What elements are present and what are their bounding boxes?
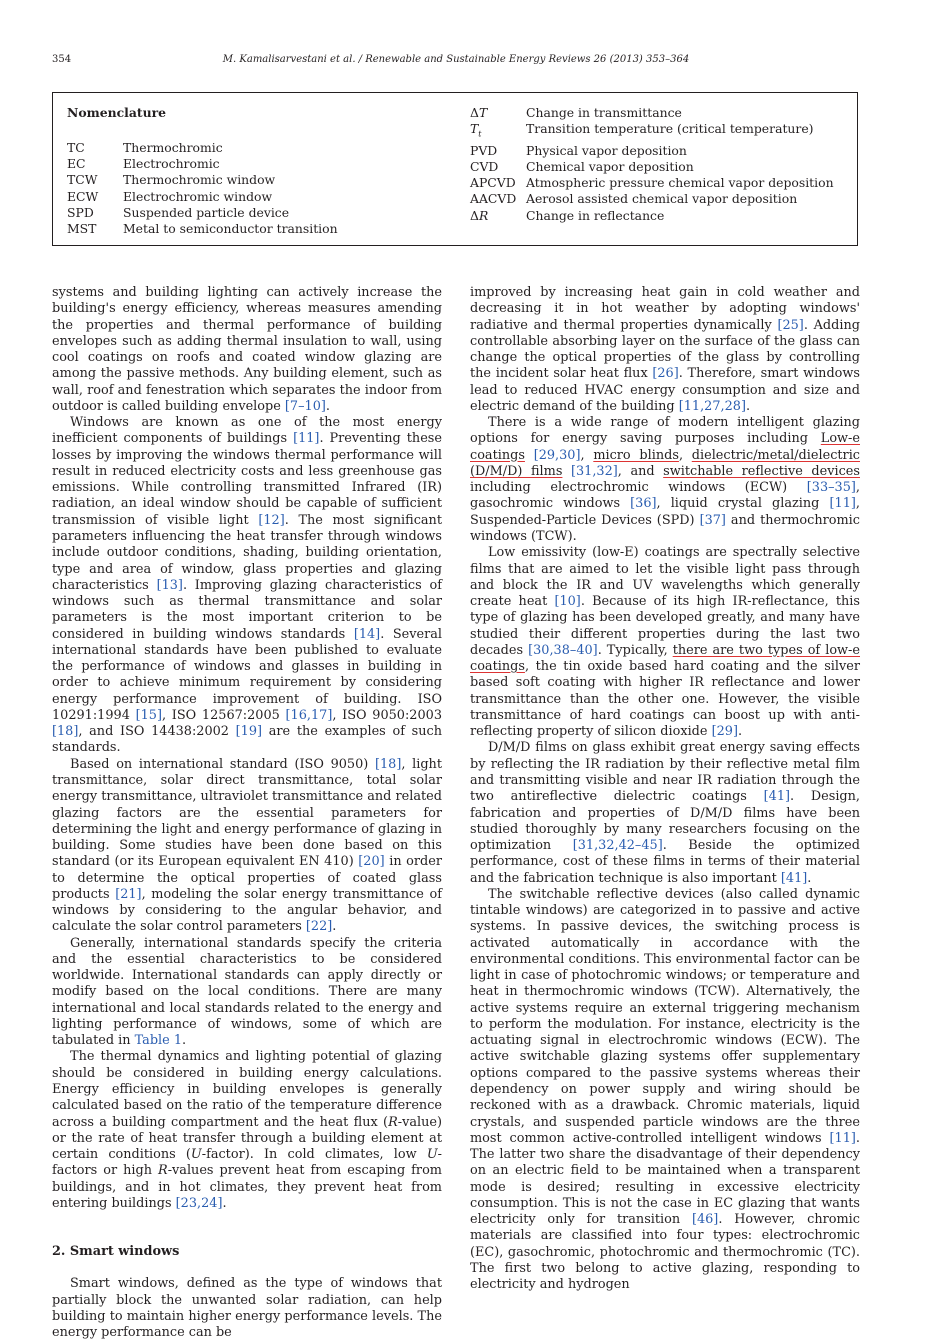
nomenclature-abbr: TCW [67, 172, 98, 188]
nomenclature-row [67, 156, 338, 172]
paragraph: Windows are known as one of the most energy inefficient components of buildings [11]. Preventing these losses by improving the windows thermal performance will result in reduced electricity costs and less greenhouse gas emissions. While controlling transmitted Infrared (IR) radiation, an ideal window should be capable of sufficient transmission of visible light [12]. The most significant parameters influencing the heat transfer through windows include outdoor conditions, shading, building orientation, type and area of window, glass properties and glazing characteristics [13]. Improving glazing characteristics of windows such as thermal transmittance and solar parameters is the most important criterion to be considered in building windows standards [14]. Several international standards have been published to evaluate the performance of windows and glasses in building in order to achieve minimum requirement by considering energy performance improvement of building. ISO 10291:1994 [15], ISO 12567:2005 [16,17], ISO 9050:2003 [18], and ISO 14438:2002 [19] are the examples of such standards. [52, 415, 443, 756]
citation-link[interactable]: [19] [235, 724, 263, 740]
paragraph: The switchable reflective devices (also called dynamic tintable windows) are categorized in to passive and active systems. In passive devices, the switching process is activated automatically in accordance with the environmental conditions. This environmental factor can be light in case of photochromic windows; or temperature and heat in thermochromic windows (TCW). Alternatively, the active systems require an external triggering mechanism to perform the modulation. For instance, electricity is the actuating signal in electrochromic windows (ECW). The active switchable glazing systems offer supplementary options compared to the passive systems whereas their dependency on power supply and wiring should be reckoned with as a drawback. Chromic materials, liquid crystals, and suspended particle windows are the three most common active-controlled intelligent windows [11]. The latter two share the disadvantage of their dependency on an electric field to be maintained when a transparent mode is desired; resulting in excessive electricity consumption. This is not the case in EC glazing that wants electricity only for transition [46]. However, chromic materials are classified into four types: electrochromic (EC), gasochromic, photochromic and thermochromic (TC). The first two belong to active glazing, responding to electricity and hydrogen [470, 886, 860, 1293]
citation-link[interactable]: [31,32] [571, 463, 618, 479]
citation-link[interactable]: [33–35] [806, 480, 856, 496]
citation-link[interactable]: [12] [258, 512, 285, 528]
nomenclature-row [67, 221, 338, 237]
nomenclature-definition: Electrochromic [123, 156, 220, 172]
nomenclature-abbr: ECW [67, 188, 99, 204]
nomenclature-definition: Electrochromic window [123, 188, 273, 204]
nomenclature-row [470, 159, 834, 175]
citation-link[interactable]: [20] [358, 854, 385, 870]
citation-link[interactable]: [11] [293, 431, 320, 447]
nomenclature-abbr: SPD [67, 204, 94, 220]
citation-link[interactable]: Table 1 [134, 1033, 183, 1049]
nomenclature-definition: Thermochromic [123, 140, 223, 155]
nomenclature-row [470, 175, 834, 191]
nomenclature-definition: Aerosol assisted chemical vapor deposition [526, 191, 798, 207]
nomenclature-abbr: ΔT [470, 105, 488, 120]
nomenclature-abbr: PVD [470, 142, 498, 158]
nomenclature-abbr: $T_t$ [470, 121, 482, 139]
citation-link[interactable]: [46] [691, 1212, 719, 1228]
nomenclature-abbr: APCVD [470, 175, 516, 191]
nomenclature-row [470, 143, 834, 159]
nomenclature-definition: Thermochromic window [123, 172, 276, 188]
nomenclature-abbr: MST [67, 221, 97, 237]
citation-link[interactable]: [13] [156, 577, 183, 593]
italic-symbol: U [190, 1147, 202, 1163]
citation-link[interactable]: [21] [115, 886, 142, 902]
citation-link[interactable]: [23,24] [175, 1195, 223, 1211]
paragraph: There is a wide range of modern intelligent glazing options for energy saving purposes including Low-e coatings [29,30], micro blinds, dielectric/metal/dielectric (D/M/D) films [31,32], and switchable reflective devices including electrochromic windows (ECW) [33–35], gasochromic windows [36], liquid crystal glazing [11], Suspended-Particle Devices (SPD) [37] and thermochromic windows (TCW). [470, 415, 860, 544]
page-header [52, 54, 860, 70]
citation-link[interactable]: [26] [652, 366, 679, 382]
paragraph: Generally, international standards specify the criteria and the essential characteristics to be considered worldwide. International standards can apply directly or modify based on the local conditions. There are many international and local standards related to the energy and lighting performance of windows, some of which are tabulated in Table 1. [52, 935, 442, 1049]
italic-symbol: U [426, 1147, 438, 1163]
nomenclature-title: Nomenclature [67, 105, 167, 120]
annotation-underline: micro blinds [593, 447, 679, 463]
running-head: M. Kamalisarvestani et al. / Renewable and Sustainable Energy Reviews 26 (2013) 353–364 [222, 54, 690, 65]
nomenclature-row [67, 205, 338, 221]
citation-link[interactable]: [37] [699, 512, 726, 528]
nomenclature-row [470, 191, 834, 207]
nomenclature-definition: Suspended particle device [123, 204, 290, 220]
annotation-underline: dielectric/metal/dielectric (D/M/D) films [470, 447, 860, 479]
citation-link[interactable]: [29,30] [533, 447, 581, 463]
nomenclature-row [470, 105, 834, 121]
paragraph: Based on international standard (ISO 9050) [18], light transmittance, solar direct transmittance, total solar energy transmittance, ultraviolet transmittance and related glazing factors are the essential parameters for determining the light and energy performance of glazing in building. Some studies have been done based on this standard (or its European equivalent EN 410) [20] in order to determine the optical properties of coated glass products [21], modeling the solar energy transmittance of windows by considering to the angular behavior, and calculate the solar control parameters [22]. [52, 756, 442, 935]
annotation-underline: there are two types of low-e coatings [470, 642, 860, 675]
paragraph: Smart windows, defined as the type of windows that partially block the unwanted solar radiation, can help building to maintain higher energy performance levels. The energy performance can be [52, 1276, 442, 1341]
nomenclature-definition: Metal to semiconductor transition [123, 221, 338, 237]
citation-link[interactable]: [11,27,28] [678, 398, 746, 414]
nomenclature-definition: Chemical vapor deposition [526, 159, 694, 175]
right-column [470, 285, 860, 1293]
paragraph: Low emissivity (low-E) coatings are spectrally selective films that are aimed to let the visible light pass through and block the IR and UV wavelengths which generally create heat [10]. Because of its high IR-reflectance, this type of glazing has been developed greatly, and many have studied their different properties during the last two decades [30,38–40]. Typically, there are two types of low-e coatings, the tin oxide based hard coating and the silver based soft coating with higher IR reflectance and lower transmittance than the other one. However, the visible transmittance of hard coatings can boost up with anti-reflecting property of silicon dioxide [29]. [470, 545, 860, 740]
citation-link[interactable]: [41] [763, 789, 791, 805]
citation-link[interactable]: [25] [777, 317, 804, 333]
paragraph: improved by increasing heat gain in cold weather and decreasing it in hot weather by adopting windows' radiative and thermal properties dynamically [25]. Adding controllable absorbing layer on the surface of the glass can change the optical properties of the glass by controlling the incident solar heat flux [26]. Therefore, smart windows lead to reduced HVAC energy consumption and size and electric demand of the building [11,27,28]. [470, 285, 860, 414]
citation-link[interactable]: [10] [554, 594, 581, 610]
paragraph: systems and building lighting can actively increase the building's energy efficiency, whereas measures amending the properties and thermal performance of building envelopes such as adding thermal insulation to wall, using cool coatings on roofs and coated window glazing are among the passive methods. Any building element, such as wall, roof and fenestration which separates the indoor from outdoor is called building envelope [7–10]. [52, 285, 442, 414]
nomenclature-box [52, 92, 858, 246]
paragraph: D/M/D films on glass exhibit great energy saving effects by reflecting the IR radiation by their reflective metal film and transmitting visible and near IR radiation through the two antireflective dielectric coatings [41]. Design, fabrication and properties of D/M/D films have been studied thoroughly by many researchers focusing on the optimization [31,32,42–45]. Beside the optimized performance, cost of these films in terms of their material and the fabrication technique is also important [41]. [470, 740, 861, 886]
citation-link[interactable]: [11] [829, 1130, 856, 1146]
section-heading: 2. Smart windows [52, 1244, 180, 1260]
paragraph: The thermal dynamics and lighting potential of glazing should be considered in building energy calculations. Energy efficiency in building envelopes is generally calculated based on the ratio of the temperature difference across a building compartment and the heat flux (R-value) or the rate of heat transfer through a building element at certain conditions (U-factor). In cold climates, low U-factors or high R-values prevent heat from escaping from buildings, and in hot climates, they prevent heat from entering buildings [23,24]. [52, 1049, 442, 1211]
nomenclature-abbr: AACVD [470, 191, 517, 207]
citation-link[interactable]: [36] [630, 496, 657, 512]
citation-link[interactable]: [18] [374, 756, 402, 772]
citation-link[interactable]: [31,32,42–45] [572, 838, 663, 854]
italic-symbol: R [158, 1163, 168, 1179]
nomenclature-row [67, 189, 338, 205]
nomenclature-definition: Transition temperature (critical temperature) [526, 121, 814, 137]
citation-link[interactable]: [14] [353, 626, 381, 642]
nomenclature-abbr: TC [67, 140, 85, 155]
nomenclature-definition: Change in reflectance [526, 207, 665, 223]
nomenclature-abbr: CVD [470, 159, 499, 175]
citation-link[interactable]: [41] [780, 870, 808, 886]
page-number: 354 [52, 54, 72, 65]
nomenclature-row [67, 172, 338, 188]
left-column [52, 285, 442, 1341]
nomenclature-row [470, 208, 834, 224]
italic-symbol: R [388, 1114, 398, 1130]
citation-link[interactable]: [15] [135, 707, 162, 723]
annotation-underline: Low-e coatings [470, 431, 860, 463]
nomenclature-definition: Physical vapor deposition [526, 142, 687, 158]
citation-link[interactable]: [16,17] [285, 707, 333, 723]
citation-link[interactable]: [30,38–40] [528, 642, 598, 658]
nomenclature-row [470, 121, 834, 143]
nomenclature-right-list [470, 105, 834, 224]
nomenclature-abbr: ΔR [470, 207, 489, 223]
citation-link[interactable]: [11] [829, 496, 856, 512]
nomenclature-row [67, 140, 338, 156]
citation-link[interactable]: [18] [52, 724, 79, 740]
citation-link[interactable]: [7–10] [284, 398, 326, 414]
citation-link[interactable]: [29] [711, 724, 738, 740]
nomenclature-definition: Atmospheric pressure chemical vapor deposition [526, 175, 834, 191]
nomenclature-left-list [67, 140, 338, 237]
citation-link[interactable]: [22] [305, 919, 333, 935]
nomenclature-definition: Change in transmittance [526, 105, 682, 120]
nomenclature-abbr: EC [67, 156, 86, 172]
annotation-underline: switchable reflective devices [663, 463, 860, 479]
